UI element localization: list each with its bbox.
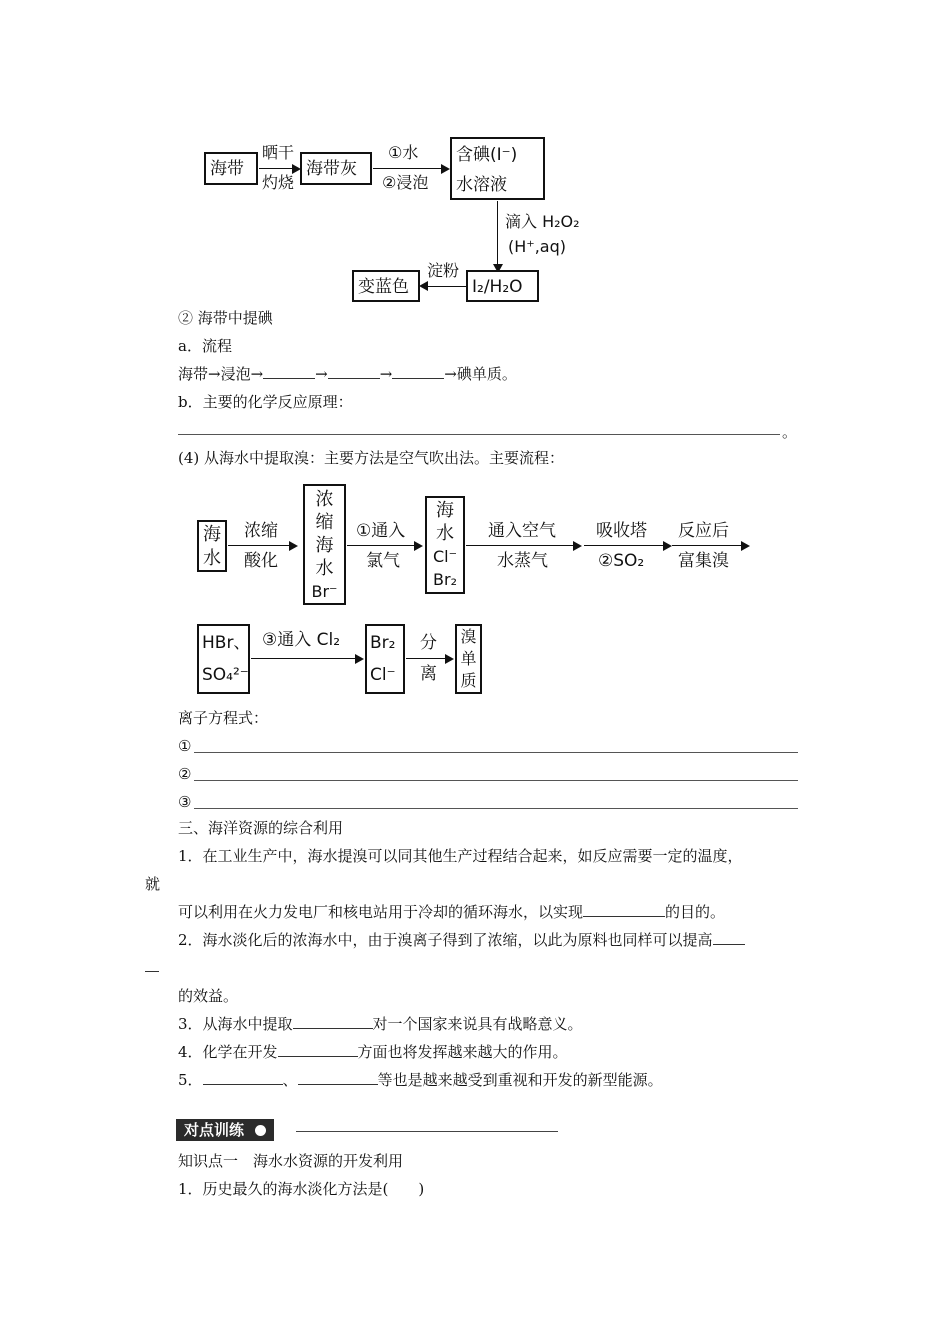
section3-title: 三、海洋资源的综合利用	[178, 819, 344, 837]
br-arrow3-bottom: 水蒸气	[497, 551, 548, 571]
ionic-label: 离子方程式：	[178, 709, 269, 727]
practice-badge-label: 对点训练	[184, 1121, 245, 1139]
blank-field[interactable]	[713, 930, 745, 945]
br-arrow3-head	[573, 541, 582, 551]
iodine-flow-end: →碘单质。	[444, 365, 517, 383]
br-box-seawater	[197, 520, 227, 572]
down-arrow-label1: 滴入 H₂O₂	[505, 212, 580, 231]
arrow1-bottom-label: 灼烧	[262, 173, 295, 192]
br-arrow4-bottom: ②SO₂	[598, 551, 645, 571]
br-arrow2-line	[347, 545, 415, 546]
ionic-answer-line-2[interactable]	[194, 780, 798, 781]
br-box-sw-c2: 水	[436, 523, 454, 544]
br-arrow2-bottom: 氯气	[366, 551, 400, 571]
practice-badge	[176, 1119, 274, 1141]
br-box-br2-line1: Br₂	[370, 633, 396, 653]
q1-text-before: 可以利用在火力发电厂和核电站用于冷却的循环海水，以实现	[178, 903, 584, 921]
br-arrow4-top: 吸收塔	[596, 521, 647, 541]
ionic-item-1: ①	[178, 737, 192, 755]
iodine-flow-start: 海带→浸泡→	[178, 365, 264, 383]
br-arrow3-line	[466, 545, 574, 546]
flow-box-iodide-line1: 含碘(I⁻)	[456, 145, 518, 165]
section3-q1-line3	[178, 902, 725, 922]
flow-arrow: →	[315, 365, 328, 383]
blank-field[interactable]	[203, 1070, 283, 1085]
br-arrow6-head	[355, 654, 364, 664]
section3-q3	[178, 1014, 583, 1034]
br-arrow1-head	[289, 541, 298, 551]
br-box-bromine-c2: 单	[460, 649, 477, 668]
q2-blank-wrap[interactable]	[145, 971, 159, 972]
q3-text-before: 3．从海水中提取	[178, 1015, 293, 1033]
br-box-sw-c1: 海	[436, 500, 454, 521]
br-arrow6-line	[251, 658, 356, 659]
br-arrow4-line	[584, 545, 664, 546]
br-arrow1-top: 浓缩	[244, 521, 278, 541]
br-arrow5-bottom: 富集溴	[678, 551, 729, 571]
iodine-flow-line	[178, 364, 517, 384]
br-arrow1-line	[228, 545, 290, 546]
ionic-answer-line-3[interactable]	[194, 808, 798, 809]
br-box-conc-c2: 缩	[315, 512, 334, 533]
br-box-conc-c1: 浓	[315, 489, 334, 510]
br-box-seawater-cl-br	[425, 496, 465, 594]
blank-field[interactable]	[328, 364, 380, 379]
flow-box-iodine-water	[466, 270, 539, 302]
flow-box-iodide-solution	[450, 137, 545, 200]
br-box-hbr-line1: HBr、	[202, 633, 251, 653]
bromine-heading: (4) 从海水中提取溴：主要方法是空气吹出法。主要流程：	[178, 449, 565, 467]
q3-text-after: 对一个国家来说具有战略意义。	[372, 1015, 583, 1033]
br-arrow3-top: 通入空气	[488, 521, 556, 541]
down-arrow-line	[497, 201, 498, 265]
flow-box-seaweed-ash-label: 海带灰	[306, 159, 357, 179]
section3-q1-line1: 1．在工业生产中，海水提溴可以同其他生产过程结合起来，如反应需要一定的温度，	[178, 847, 743, 865]
end-mark: 。	[782, 423, 798, 441]
br-box-hbr-line2: SO₄²⁻	[202, 665, 249, 685]
br-box-bromine-c3: 质	[460, 671, 477, 690]
br-arrow7-bottom: 离	[420, 664, 437, 684]
q4-text-before: 4．化学在开发	[178, 1043, 278, 1061]
ionic-item-3: ③	[178, 793, 192, 811]
flow-box-turns-blue-label: 变蓝色	[358, 277, 409, 297]
practice-question-1: 1．历史最久的海水淡化方法是( )	[178, 1180, 425, 1198]
br-box-bromine-c1: 溴	[460, 627, 477, 646]
q5-separator: 、	[282, 1071, 298, 1089]
br-box-conc-c4: 水	[315, 558, 334, 579]
br-box-seawater-c1: 海	[203, 524, 221, 545]
br-box-conc-c3: 海	[315, 535, 334, 556]
answer-line-principle[interactable]	[178, 434, 780, 435]
section3-q5	[178, 1070, 663, 1090]
iodine-b-label: b．主要的化学反应原理：	[178, 393, 353, 411]
br-box-concentrated	[303, 484, 346, 605]
blank-field[interactable]	[263, 364, 315, 379]
br-arrow2-top: ①通入	[356, 521, 406, 541]
ionic-answer-line-1[interactable]	[194, 752, 798, 753]
iodine-a-label: a．流程	[178, 337, 232, 355]
arrow1-top-label: 晒干	[262, 143, 295, 162]
br-box-br2-line2: Cl⁻	[370, 665, 396, 685]
br-arrow7-line	[406, 658, 446, 659]
arrow2-line	[373, 168, 442, 169]
br-box-hbr-so4	[197, 624, 250, 694]
blank-field[interactable]	[583, 902, 665, 917]
knowledge-point-title: 知识点一 海水水资源的开发利用	[178, 1152, 404, 1170]
iodine-heading: ② 海带中提碘	[178, 309, 273, 327]
q5-number: 5．	[178, 1071, 203, 1089]
arrow2-head	[441, 164, 450, 174]
br-box-br2-cl	[365, 624, 405, 694]
left-arrow-label: 淀粉	[427, 261, 460, 280]
dot-icon	[255, 1125, 266, 1136]
q2-text: 2．海水淡化后的浓海水中，由于溴离子得到了浓缩，以此为原料也同样可以提高	[178, 931, 713, 949]
badge-rule	[296, 1131, 558, 1132]
section3-q4	[178, 1042, 568, 1062]
arrow2-top-label: ①水	[388, 143, 419, 162]
section3-q2-line2: 的效益。	[178, 987, 239, 1005]
flow-arrow: →	[379, 365, 393, 383]
br-arrow2-head	[414, 541, 423, 551]
br-box-sw-c3: Cl⁻	[432, 547, 458, 566]
flow-box-turns-blue	[352, 270, 420, 302]
blank-field[interactable]	[293, 1014, 373, 1029]
flow-box-seaweed-label: 海带	[210, 159, 244, 179]
flow-box-seaweed-ash	[300, 152, 372, 185]
br-arrow6-top: ③通入 Cl₂	[262, 630, 341, 650]
section3-q2-line1	[178, 930, 745, 950]
br-arrow4-head	[663, 541, 672, 551]
br-box-seawater-c2: 水	[203, 548, 221, 569]
flow-box-iodide-line2: 水溶液	[456, 175, 507, 195]
section3-q1-wrap: 就	[145, 875, 161, 893]
left-arrow-line	[426, 286, 466, 287]
flow-box-seaweed	[204, 152, 258, 185]
down-arrow-label2: (H⁺,aq)	[508, 237, 567, 256]
q5-text-after: 等也是越来越受到重视和开发的新型能源。	[377, 1071, 663, 1089]
left-arrow-head	[419, 281, 428, 291]
br-arrow5-line	[672, 545, 742, 546]
blank-field[interactable]	[298, 1070, 378, 1085]
br-arrow7-top: 分	[420, 633, 437, 653]
flow-box-iodine-water-label: I₂/H₂O	[472, 277, 523, 297]
br-box-sw-c4: Br₂	[433, 570, 457, 589]
arrow2-bottom-label: ②浸泡	[382, 173, 429, 192]
br-arrow5-top: 反应后	[678, 521, 729, 541]
br-arrow1-bottom: 酸化	[244, 551, 278, 571]
q4-text-after: 方面也将发挥越来越大的作用。	[357, 1043, 568, 1061]
br-box-conc-c5: Br⁻	[311, 582, 338, 601]
ionic-item-2: ②	[178, 765, 192, 783]
br-box-bromine	[455, 624, 482, 694]
br-arrow7-head	[445, 654, 454, 664]
blank-field[interactable]	[278, 1042, 358, 1057]
blank-field[interactable]	[392, 364, 444, 379]
arrow1-line	[259, 168, 293, 169]
br-arrow5-head	[741, 541, 750, 551]
q1-text-after: 的目的。	[665, 903, 726, 921]
